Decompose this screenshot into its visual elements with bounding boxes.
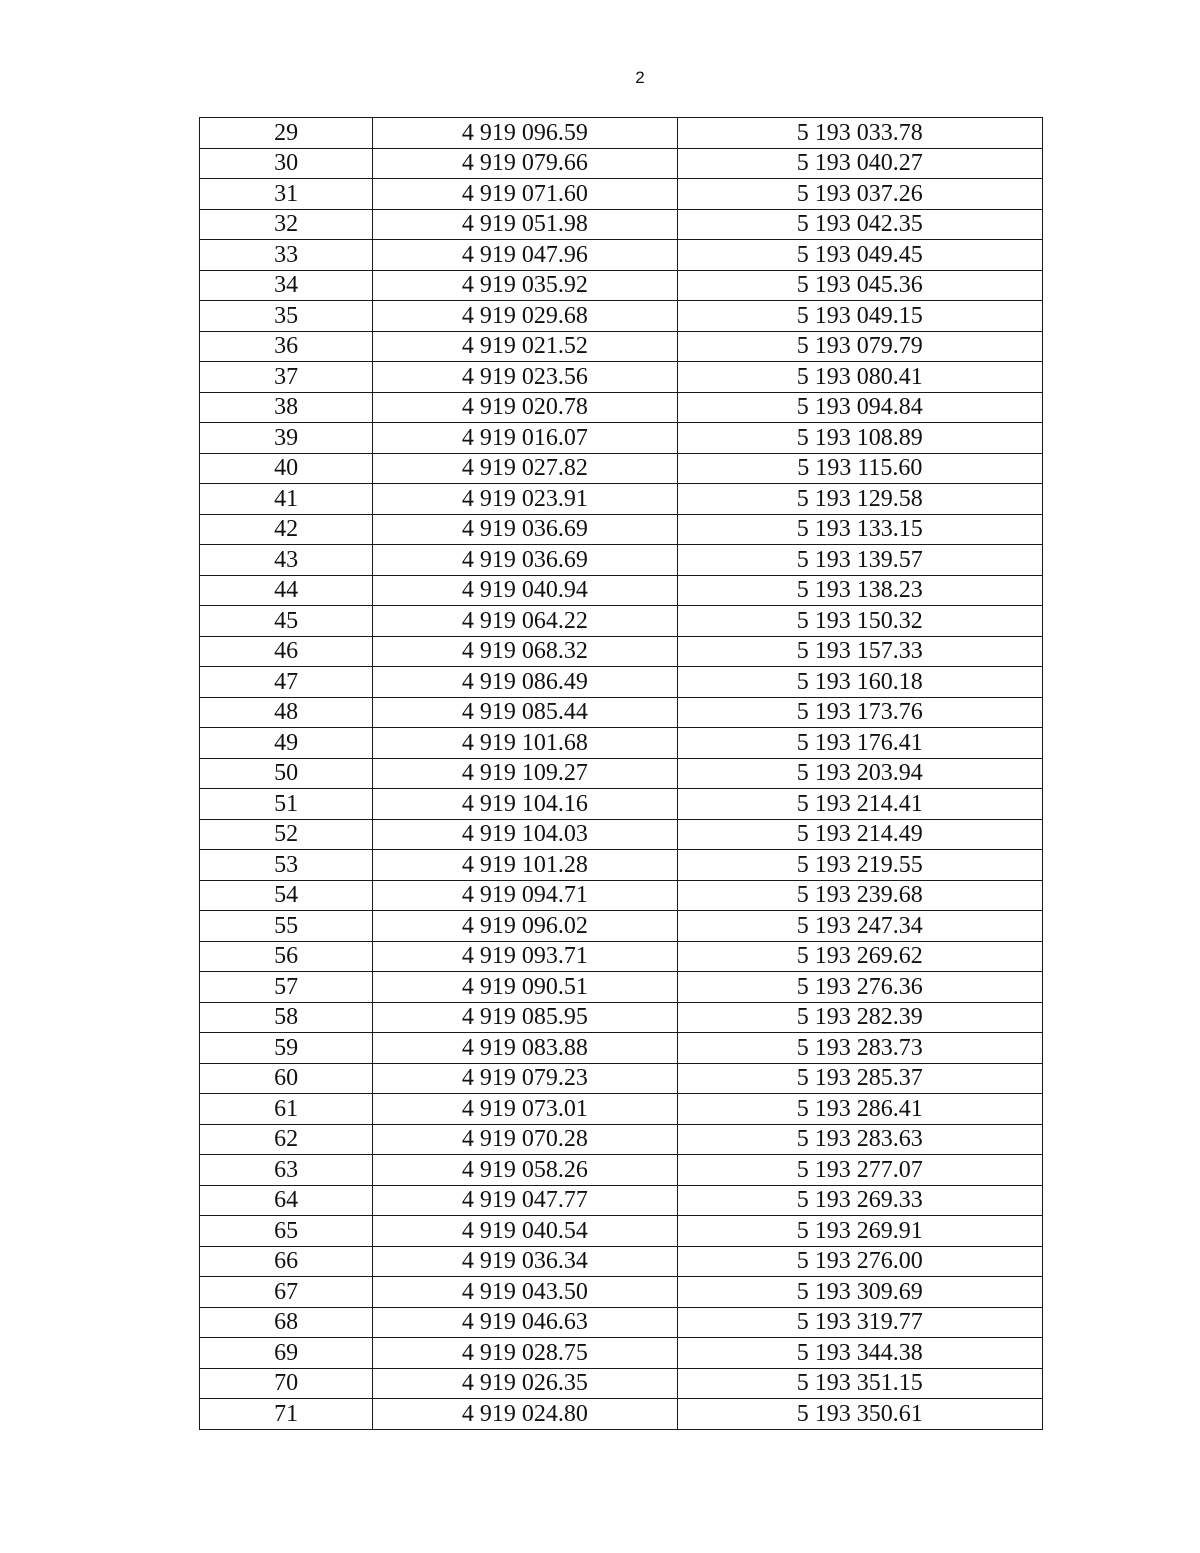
table-row bbox=[200, 1063, 1043, 1094]
point-number-cell: 62 bbox=[200, 1124, 373, 1155]
table-row bbox=[200, 819, 1043, 850]
table-row bbox=[200, 636, 1043, 667]
y-coordinate-cell: 5 193 094.84 bbox=[677, 392, 1042, 423]
y-coordinate-cell: 5 193 319.77 bbox=[677, 1307, 1042, 1338]
point-number-cell: 51 bbox=[200, 789, 373, 820]
coordinates-table-body bbox=[200, 118, 1043, 1430]
x-coordinate-cell: 4 919 090.51 bbox=[373, 972, 677, 1003]
y-coordinate-cell: 5 193 115.60 bbox=[677, 453, 1042, 484]
x-coordinate-cell: 4 919 051.98 bbox=[373, 209, 677, 240]
table-row bbox=[200, 148, 1043, 179]
point-number-cell: 38 bbox=[200, 392, 373, 423]
x-coordinate-cell: 4 919 036.69 bbox=[373, 514, 677, 545]
x-coordinate-cell: 4 919 083.88 bbox=[373, 1033, 677, 1064]
point-number-cell: 41 bbox=[200, 484, 373, 515]
x-coordinate-cell: 4 919 085.44 bbox=[373, 697, 677, 728]
table-row bbox=[200, 270, 1043, 301]
y-coordinate-cell: 5 193 276.00 bbox=[677, 1246, 1042, 1277]
table-row bbox=[200, 362, 1043, 393]
table-row bbox=[200, 758, 1043, 789]
y-coordinate-cell: 5 193 173.76 bbox=[677, 697, 1042, 728]
y-coordinate-cell: 5 193 040.27 bbox=[677, 148, 1042, 179]
x-coordinate-cell: 4 919 096.02 bbox=[373, 911, 677, 942]
point-number-cell: 58 bbox=[200, 1002, 373, 1033]
table-row bbox=[200, 301, 1043, 332]
table-row bbox=[200, 667, 1043, 698]
x-coordinate-cell: 4 919 035.92 bbox=[373, 270, 677, 301]
table-row bbox=[200, 1368, 1043, 1399]
point-number-cell: 59 bbox=[200, 1033, 373, 1064]
point-number-cell: 44 bbox=[200, 575, 373, 606]
y-coordinate-cell: 5 193 080.41 bbox=[677, 362, 1042, 393]
point-number-cell: 60 bbox=[200, 1063, 373, 1094]
point-number-cell: 40 bbox=[200, 453, 373, 484]
table-row bbox=[200, 1216, 1043, 1247]
x-coordinate-cell: 4 919 036.69 bbox=[373, 545, 677, 576]
x-coordinate-cell: 4 919 028.75 bbox=[373, 1338, 677, 1369]
point-number-cell: 46 bbox=[200, 636, 373, 667]
y-coordinate-cell: 5 193 176.41 bbox=[677, 728, 1042, 759]
point-number-cell: 57 bbox=[200, 972, 373, 1003]
point-number-cell: 71 bbox=[200, 1399, 373, 1430]
table-row bbox=[200, 423, 1043, 454]
table-row bbox=[200, 606, 1043, 637]
point-number-cell: 32 bbox=[200, 209, 373, 240]
table-row bbox=[200, 1033, 1043, 1064]
x-coordinate-cell: 4 919 058.26 bbox=[373, 1155, 677, 1186]
table-row bbox=[200, 1094, 1043, 1125]
y-coordinate-cell: 5 193 282.39 bbox=[677, 1002, 1042, 1033]
table-row bbox=[200, 1155, 1043, 1186]
table-row bbox=[200, 850, 1043, 881]
table-row bbox=[200, 118, 1043, 149]
y-coordinate-cell: 5 193 160.18 bbox=[677, 667, 1042, 698]
x-coordinate-cell: 4 919 040.94 bbox=[373, 575, 677, 606]
point-number-cell: 43 bbox=[200, 545, 373, 576]
x-coordinate-cell: 4 919 094.71 bbox=[373, 880, 677, 911]
x-coordinate-cell: 4 919 026.35 bbox=[373, 1368, 677, 1399]
x-coordinate-cell: 4 919 104.03 bbox=[373, 819, 677, 850]
y-coordinate-cell: 5 193 351.15 bbox=[677, 1368, 1042, 1399]
table-row bbox=[200, 575, 1043, 606]
y-coordinate-cell: 5 193 247.34 bbox=[677, 911, 1042, 942]
y-coordinate-cell: 5 193 214.41 bbox=[677, 789, 1042, 820]
point-number-cell: 30 bbox=[200, 148, 373, 179]
x-coordinate-cell: 4 919 079.66 bbox=[373, 148, 677, 179]
y-coordinate-cell: 5 193 277.07 bbox=[677, 1155, 1042, 1186]
table-row bbox=[200, 941, 1043, 972]
y-coordinate-cell: 5 193 139.57 bbox=[677, 545, 1042, 576]
x-coordinate-cell: 4 919 079.23 bbox=[373, 1063, 677, 1094]
table-row bbox=[200, 1338, 1043, 1369]
table-row bbox=[200, 209, 1043, 240]
x-coordinate-cell: 4 919 101.68 bbox=[373, 728, 677, 759]
y-coordinate-cell: 5 193 045.36 bbox=[677, 270, 1042, 301]
x-coordinate-cell: 4 919 068.32 bbox=[373, 636, 677, 667]
y-coordinate-cell: 5 193 129.58 bbox=[677, 484, 1042, 515]
table-row bbox=[200, 911, 1043, 942]
point-number-cell: 35 bbox=[200, 301, 373, 332]
point-number-cell: 50 bbox=[200, 758, 373, 789]
table-row bbox=[200, 728, 1043, 759]
table-row bbox=[200, 1002, 1043, 1033]
coordinates-table bbox=[199, 117, 1043, 1430]
x-coordinate-cell: 4 919 021.52 bbox=[373, 331, 677, 362]
table-row bbox=[200, 545, 1043, 576]
y-coordinate-cell: 5 193 214.49 bbox=[677, 819, 1042, 850]
x-coordinate-cell: 4 919 073.01 bbox=[373, 1094, 677, 1125]
x-coordinate-cell: 4 919 104.16 bbox=[373, 789, 677, 820]
x-coordinate-cell: 4 919 016.07 bbox=[373, 423, 677, 454]
table-row bbox=[200, 1185, 1043, 1216]
table-row bbox=[200, 789, 1043, 820]
y-coordinate-cell: 5 193 138.23 bbox=[677, 575, 1042, 606]
x-coordinate-cell: 4 919 047.77 bbox=[373, 1185, 677, 1216]
table-row bbox=[200, 392, 1043, 423]
x-coordinate-cell: 4 919 070.28 bbox=[373, 1124, 677, 1155]
point-number-cell: 37 bbox=[200, 362, 373, 393]
y-coordinate-cell: 5 193 049.45 bbox=[677, 240, 1042, 271]
y-coordinate-cell: 5 193 344.38 bbox=[677, 1338, 1042, 1369]
point-number-cell: 70 bbox=[200, 1368, 373, 1399]
point-number-cell: 63 bbox=[200, 1155, 373, 1186]
point-number-cell: 64 bbox=[200, 1185, 373, 1216]
x-coordinate-cell: 4 919 047.96 bbox=[373, 240, 677, 271]
point-number-cell: 66 bbox=[200, 1246, 373, 1277]
point-number-cell: 36 bbox=[200, 331, 373, 362]
y-coordinate-cell: 5 193 276.36 bbox=[677, 972, 1042, 1003]
table-row bbox=[200, 484, 1043, 515]
y-coordinate-cell: 5 193 283.63 bbox=[677, 1124, 1042, 1155]
table-row bbox=[200, 1399, 1043, 1430]
table-row bbox=[200, 179, 1043, 210]
point-number-cell: 42 bbox=[200, 514, 373, 545]
table-row bbox=[200, 1277, 1043, 1308]
y-coordinate-cell: 5 193 079.79 bbox=[677, 331, 1042, 362]
y-coordinate-cell: 5 193 350.61 bbox=[677, 1399, 1042, 1430]
x-coordinate-cell: 4 919 109.27 bbox=[373, 758, 677, 789]
point-number-cell: 45 bbox=[200, 606, 373, 637]
point-number-cell: 52 bbox=[200, 819, 373, 850]
y-coordinate-cell: 5 193 150.32 bbox=[677, 606, 1042, 637]
y-coordinate-cell: 5 193 033.78 bbox=[677, 118, 1042, 149]
x-coordinate-cell: 4 919 086.49 bbox=[373, 667, 677, 698]
y-coordinate-cell: 5 193 108.89 bbox=[677, 423, 1042, 454]
x-coordinate-cell: 4 919 023.91 bbox=[373, 484, 677, 515]
point-number-cell: 61 bbox=[200, 1094, 373, 1125]
point-number-cell: 55 bbox=[200, 911, 373, 942]
point-number-cell: 34 bbox=[200, 270, 373, 301]
page-number: 2 bbox=[635, 68, 645, 87]
y-coordinate-cell: 5 193 283.73 bbox=[677, 1033, 1042, 1064]
table-row bbox=[200, 453, 1043, 484]
y-coordinate-cell: 5 193 285.37 bbox=[677, 1063, 1042, 1094]
x-coordinate-cell: 4 919 071.60 bbox=[373, 179, 677, 210]
y-coordinate-cell: 5 193 239.68 bbox=[677, 880, 1042, 911]
y-coordinate-cell: 5 193 219.55 bbox=[677, 850, 1042, 881]
point-number-cell: 69 bbox=[200, 1338, 373, 1369]
point-number-cell: 56 bbox=[200, 941, 373, 972]
x-coordinate-cell: 4 919 024.80 bbox=[373, 1399, 677, 1430]
y-coordinate-cell: 5 193 049.15 bbox=[677, 301, 1042, 332]
table-row bbox=[200, 880, 1043, 911]
table-row bbox=[200, 1246, 1043, 1277]
y-coordinate-cell: 5 193 269.91 bbox=[677, 1216, 1042, 1247]
y-coordinate-cell: 5 193 037.26 bbox=[677, 179, 1042, 210]
point-number-cell: 29 bbox=[200, 118, 373, 149]
point-number-cell: 49 bbox=[200, 728, 373, 759]
x-coordinate-cell: 4 919 043.50 bbox=[373, 1277, 677, 1308]
table-row bbox=[200, 1124, 1043, 1155]
y-coordinate-cell: 5 193 286.41 bbox=[677, 1094, 1042, 1125]
point-number-cell: 33 bbox=[200, 240, 373, 271]
table-row bbox=[200, 331, 1043, 362]
point-number-cell: 39 bbox=[200, 423, 373, 454]
table-row bbox=[200, 1307, 1043, 1338]
x-coordinate-cell: 4 919 027.82 bbox=[373, 453, 677, 484]
y-coordinate-cell: 5 193 309.69 bbox=[677, 1277, 1042, 1308]
y-coordinate-cell: 5 193 042.35 bbox=[677, 209, 1042, 240]
table-row bbox=[200, 972, 1043, 1003]
x-coordinate-cell: 4 919 029.68 bbox=[373, 301, 677, 332]
x-coordinate-cell: 4 919 101.28 bbox=[373, 850, 677, 881]
point-number-cell: 53 bbox=[200, 850, 373, 881]
table-row bbox=[200, 514, 1043, 545]
y-coordinate-cell: 5 193 269.33 bbox=[677, 1185, 1042, 1216]
point-number-cell: 31 bbox=[200, 179, 373, 210]
y-coordinate-cell: 5 193 203.94 bbox=[677, 758, 1042, 789]
x-coordinate-cell: 4 919 020.78 bbox=[373, 392, 677, 423]
x-coordinate-cell: 4 919 064.22 bbox=[373, 606, 677, 637]
point-number-cell: 54 bbox=[200, 880, 373, 911]
x-coordinate-cell: 4 919 085.95 bbox=[373, 1002, 677, 1033]
table-row bbox=[200, 240, 1043, 271]
x-coordinate-cell: 4 919 046.63 bbox=[373, 1307, 677, 1338]
x-coordinate-cell: 4 919 096.59 bbox=[373, 118, 677, 149]
point-number-cell: 47 bbox=[200, 667, 373, 698]
point-number-cell: 65 bbox=[200, 1216, 373, 1247]
y-coordinate-cell: 5 193 157.33 bbox=[677, 636, 1042, 667]
point-number-cell: 48 bbox=[200, 697, 373, 728]
x-coordinate-cell: 4 919 093.71 bbox=[373, 941, 677, 972]
x-coordinate-cell: 4 919 023.56 bbox=[373, 362, 677, 393]
x-coordinate-cell: 4 919 036.34 bbox=[373, 1246, 677, 1277]
table-row bbox=[200, 697, 1043, 728]
y-coordinate-cell: 5 193 133.15 bbox=[677, 514, 1042, 545]
y-coordinate-cell: 5 193 269.62 bbox=[677, 941, 1042, 972]
point-number-cell: 67 bbox=[200, 1277, 373, 1308]
point-number-cell: 68 bbox=[200, 1307, 373, 1338]
x-coordinate-cell: 4 919 040.54 bbox=[373, 1216, 677, 1247]
